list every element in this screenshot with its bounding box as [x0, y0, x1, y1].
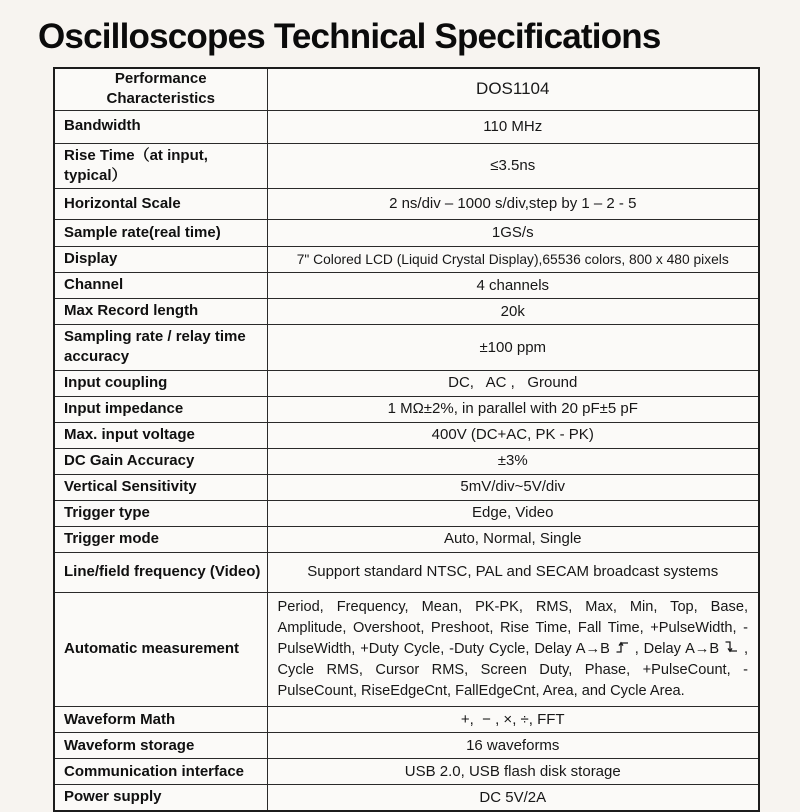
- table-row: [54, 325, 759, 371]
- spec-name-cell: Automatic measurement: [54, 592, 267, 707]
- header-performance-characteristics: [54, 68, 267, 110]
- spec-name-cell: Sampling rate / relay time accuracy: [54, 325, 267, 371]
- spec-value-cell: 1GS/s: [267, 220, 759, 247]
- table-row: [54, 707, 759, 733]
- spec-value-cell: Support standard NTSC, PAL and SECAM broadcast systems: [267, 552, 759, 592]
- spec-name-cell: Bandwidth: [54, 110, 267, 143]
- header-performance-characteristics-label: Performance Characteristics: [106, 70, 215, 108]
- spec-value-text: Period, Frequency, Mean, PK-PK, RMS, Max, Min, Top, Base, Amplitude, Overshoot, Preshoot, Rise Time, Fall Time, +PulseWidth, -PulseWidth, +Duty Cycle, -Duty Cycle, Delay A→B: [277, 598, 748, 657]
- table-row: [54, 759, 759, 785]
- table-row: [54, 526, 759, 552]
- spec-value-cell: DC 5V/2A: [267, 785, 759, 811]
- table-row: [54, 220, 759, 247]
- spec-name-cell: Max Record length: [54, 299, 267, 325]
- table-row: [54, 785, 759, 811]
- table-row: [54, 592, 759, 707]
- spec-value-cell: ≤3.5ns: [267, 143, 759, 189]
- spec-name-cell: Vertical Sensitivity: [54, 474, 267, 500]
- table-row: [54, 474, 759, 500]
- spec-value-cell: 20k: [267, 299, 759, 325]
- header-model: DOS1104: [267, 68, 759, 110]
- rising-edge-icon: [615, 641, 630, 657]
- spec-name-cell: Sample rate(real time): [54, 220, 267, 247]
- spec-value-cell: Edge, Video: [267, 500, 759, 526]
- table-row: [54, 733, 759, 759]
- spec-value-cell: USB 2.0, USB flash disk storage: [267, 759, 759, 785]
- spec-value-cell: [267, 592, 759, 707]
- spec-value-cell: 110 MHz: [267, 110, 759, 143]
- spec-value-cell: 5mV/div~5V/div: [267, 474, 759, 500]
- spec-value-text: , Delay A→B: [629, 640, 725, 657]
- spec-value-cell: ±100 ppm: [267, 325, 759, 371]
- table-row: [54, 273, 759, 299]
- spec-table: [53, 67, 760, 812]
- spec-name-cell: Line/field frequency (Video): [54, 552, 267, 592]
- spec-name-cell: Trigger type: [54, 500, 267, 526]
- table-row: [54, 247, 759, 273]
- spec-name-cell: Power supply: [54, 785, 267, 811]
- table-row: [54, 396, 759, 422]
- spec-name-cell: Waveform storage: [54, 733, 267, 759]
- falling-edge-icon: [724, 641, 739, 657]
- spec-value-cell: 7" Colored LCD (Liquid Crystal Display),65536 colors, 800 x 480 pixels: [267, 247, 759, 273]
- table-row: [54, 448, 759, 474]
- table-row: [54, 500, 759, 526]
- table-row: [54, 143, 759, 189]
- spec-value-cell: +, − , ×, ÷, FFT: [267, 707, 759, 733]
- spec-name-cell: Trigger mode: [54, 526, 267, 552]
- spec-value-cell: ±3%: [267, 448, 759, 474]
- table-row: [54, 299, 759, 325]
- page-title: Oscilloscopes Technical Specifications: [38, 17, 661, 56]
- table-row: [54, 370, 759, 396]
- spec-name-cell: Display: [54, 247, 267, 273]
- spec-name-cell: Max. input voltage: [54, 422, 267, 448]
- header-row: [54, 68, 759, 110]
- spec-name-cell: Waveform Math: [54, 707, 267, 733]
- table-row: [54, 552, 759, 592]
- spec-value-cell: 1 MΩ±2%, in parallel with 20 pF±5 pF: [267, 396, 759, 422]
- table-row: [54, 189, 759, 220]
- spec-name-cell: Input impedance: [54, 396, 267, 422]
- spec-value-cell: 2 ns/div – 1000 s/div,step by 1 – 2 - 5: [267, 189, 759, 220]
- spec-name-cell: Horizontal Scale: [54, 189, 267, 220]
- spec-value-cell: 16 waveforms: [267, 733, 759, 759]
- spec-rows: [54, 110, 759, 811]
- spec-value-cell: DC, AC , Ground: [267, 370, 759, 396]
- spec-value-cell: 400V (DC+AC, PK - PK): [267, 422, 759, 448]
- spec-name-cell: Input coupling: [54, 370, 267, 396]
- spec-value-cell: Auto, Normal, Single: [267, 526, 759, 552]
- table-row: [54, 422, 759, 448]
- spec-value-cell: 4 channels: [267, 273, 759, 299]
- spec-name-cell: Communication interface: [54, 759, 267, 785]
- spec-name-cell: DC Gain Accuracy: [54, 448, 267, 474]
- table-row: [54, 110, 759, 143]
- spec-name-cell: Channel: [54, 273, 267, 299]
- spec-value-text: , Cycle RMS, Cursor RMS, Screen Duty, Phase, +PulseCount, -PulseCount, RiseEdgeCnt, FallEdgeCnt, Area, and Cycle Area.: [277, 640, 749, 700]
- spec-name-cell: Rise Time（at input, typical）: [54, 143, 267, 189]
